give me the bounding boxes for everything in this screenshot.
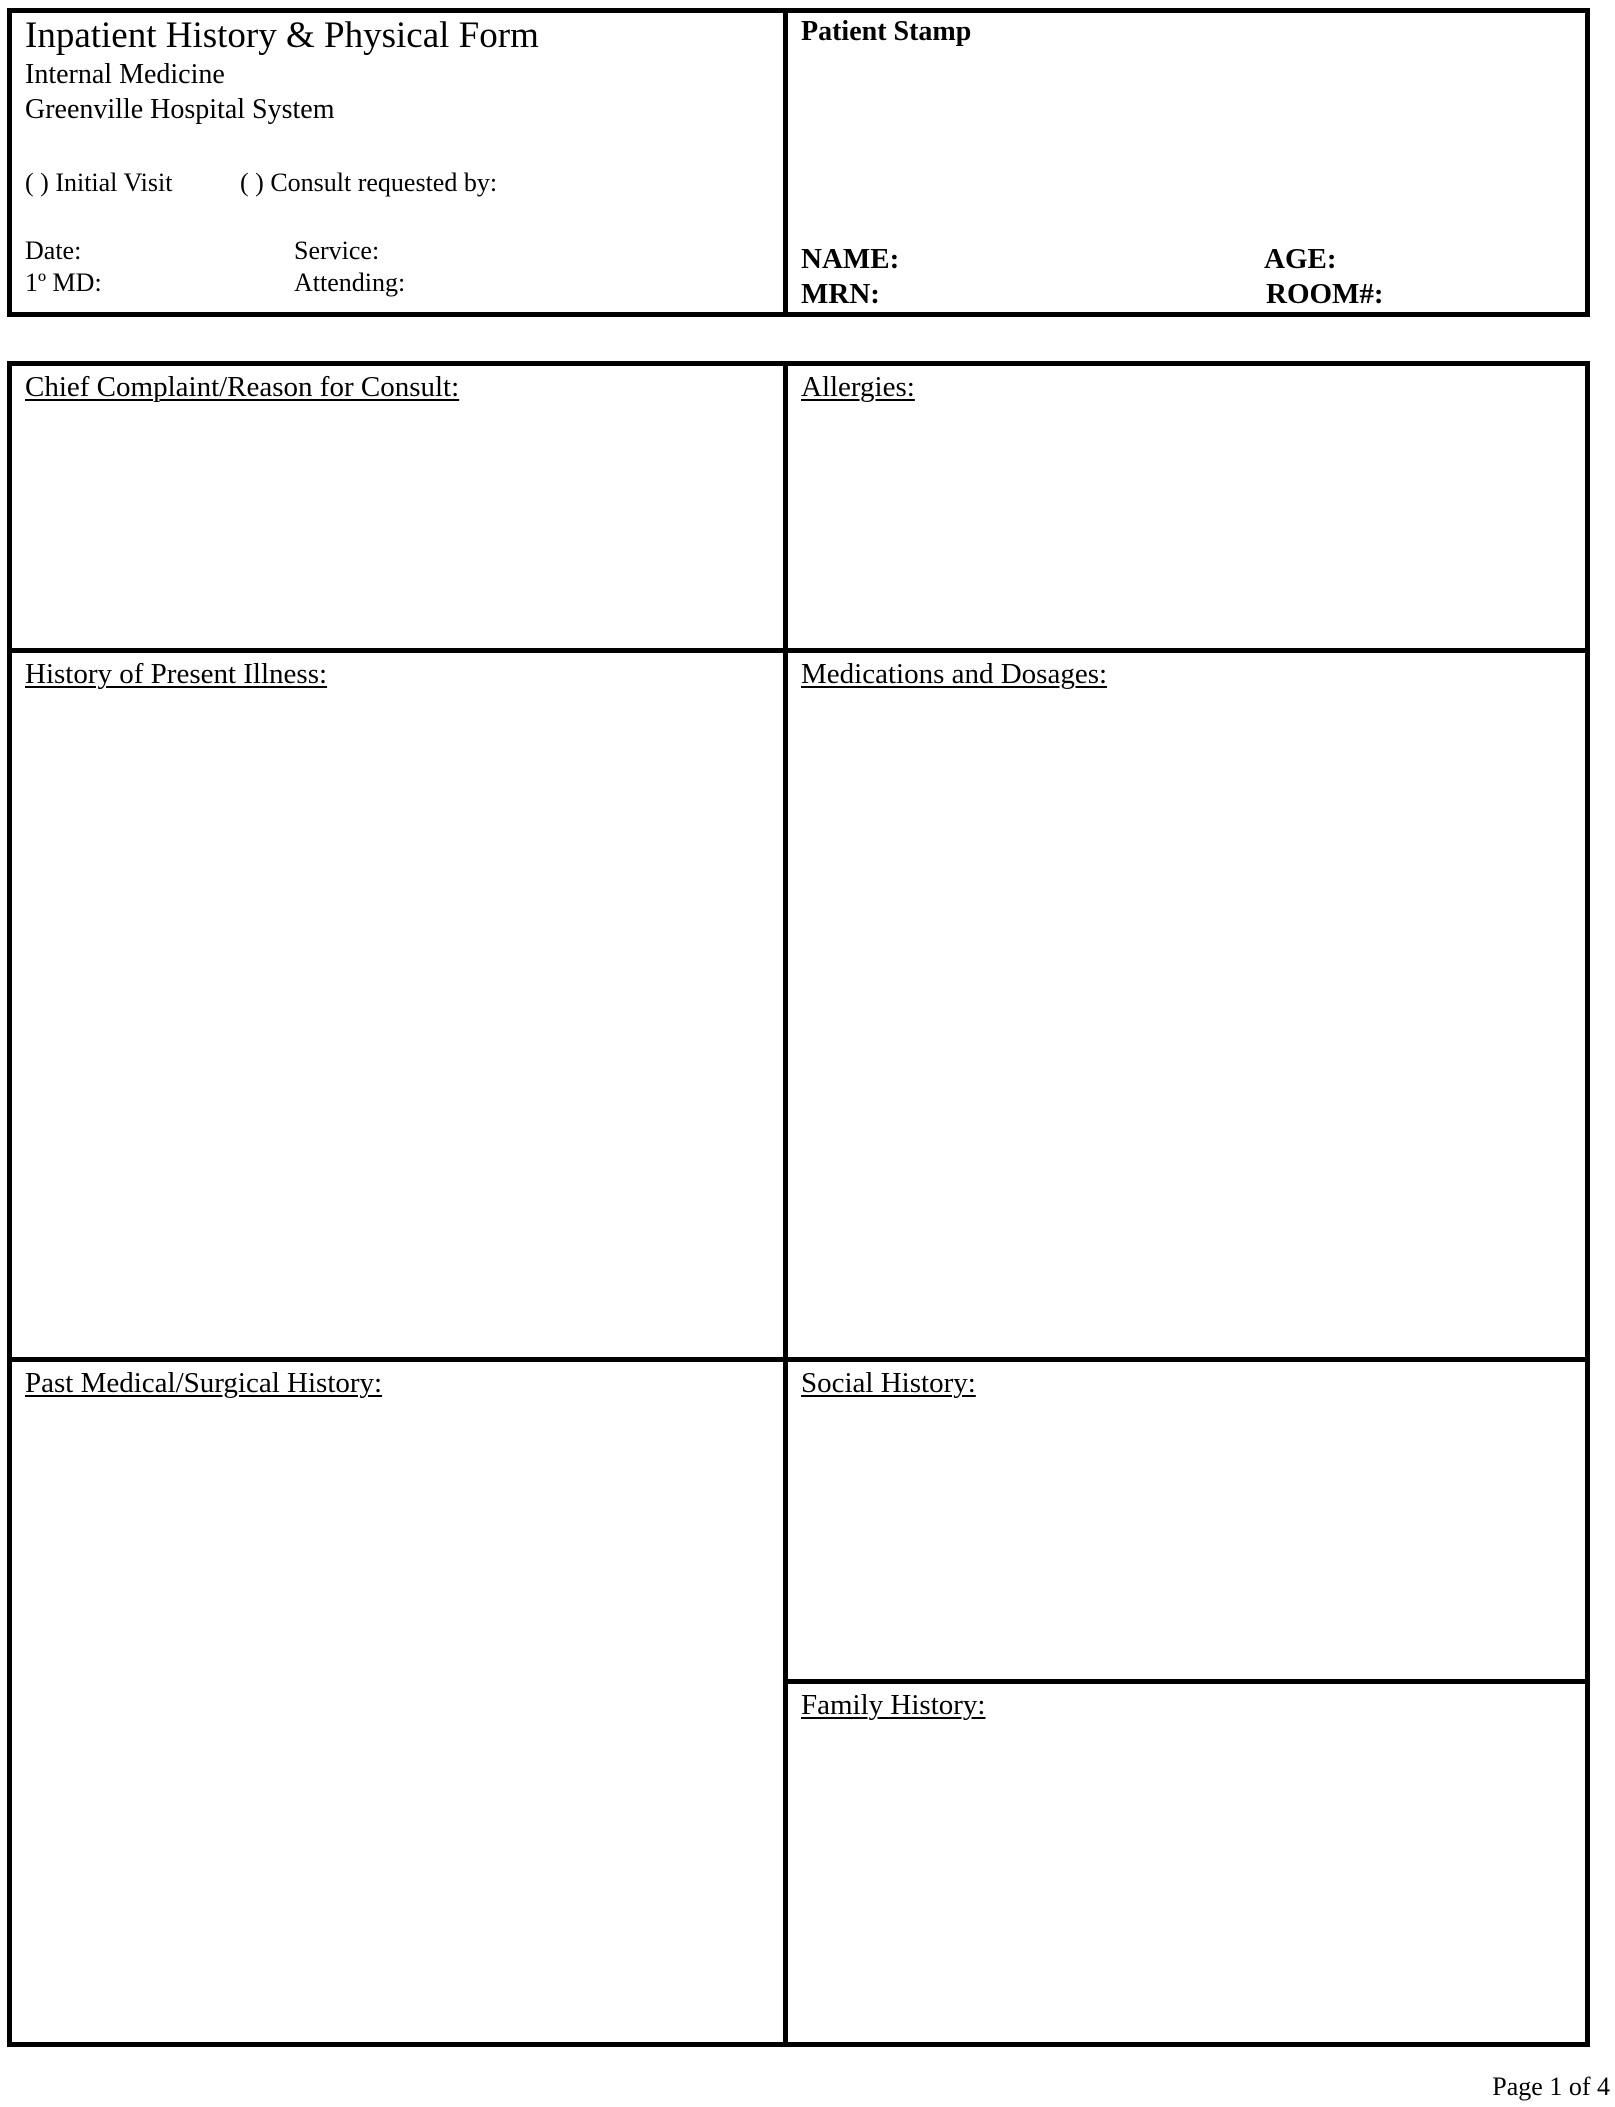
row-divider-2 <box>7 1357 1590 1362</box>
patient-name-label: NAME: <box>801 243 900 275</box>
hpi-field[interactable] <box>15 697 778 1352</box>
family-history-field[interactable] <box>791 1728 1585 2042</box>
patient-mrn-label: MRN: <box>801 278 880 310</box>
patient-stamp-title: Patient Stamp <box>801 16 972 47</box>
pmh-label: Past Medical/Surgical History: <box>25 1367 383 1399</box>
allergies-field[interactable] <box>791 410 1585 643</box>
service-label: Service: <box>294 236 380 265</box>
date-label: Date: <box>25 236 82 265</box>
medications-label: Medications and Dosages: <box>801 658 1108 690</box>
attending-label: Attending: <box>294 268 406 297</box>
patient-room-label: ROOM#: <box>1266 278 1384 310</box>
chief-complaint-label: Chief Complaint/Reason for Consult: <box>25 371 460 403</box>
initial-visit-option[interactable]: ( ) Initial Visit <box>25 168 173 197</box>
patient-age-label: AGE: <box>1264 243 1337 275</box>
allergies-label: Allergies: <box>801 371 915 403</box>
hpi-label: History of Present Illness: <box>25 658 328 690</box>
hospital-name: Greenville Hospital System <box>25 94 335 125</box>
family-history-label: Family History: <box>801 1689 986 1721</box>
social-history-field[interactable] <box>791 1406 1585 1674</box>
consult-requested-option[interactable]: ( ) Consult requested by: <box>240 168 498 197</box>
page-number: Page 1 of 4 <box>1492 2072 1610 2101</box>
medications-field[interactable] <box>791 697 1585 1352</box>
row-divider-1 <box>7 648 1590 653</box>
department-name: Internal Medicine <box>25 59 225 90</box>
social-history-label: Social History: <box>801 1367 976 1399</box>
row-divider-3 <box>783 1679 1590 1684</box>
primary-md-label: 1º MD: <box>25 268 102 297</box>
header-divider <box>783 8 788 317</box>
form-title: Inpatient History & Physical Form <box>25 15 539 56</box>
main-column-divider <box>783 361 788 2047</box>
pmh-field[interactable] <box>15 1406 778 2042</box>
chief-complaint-field[interactable] <box>15 410 778 643</box>
